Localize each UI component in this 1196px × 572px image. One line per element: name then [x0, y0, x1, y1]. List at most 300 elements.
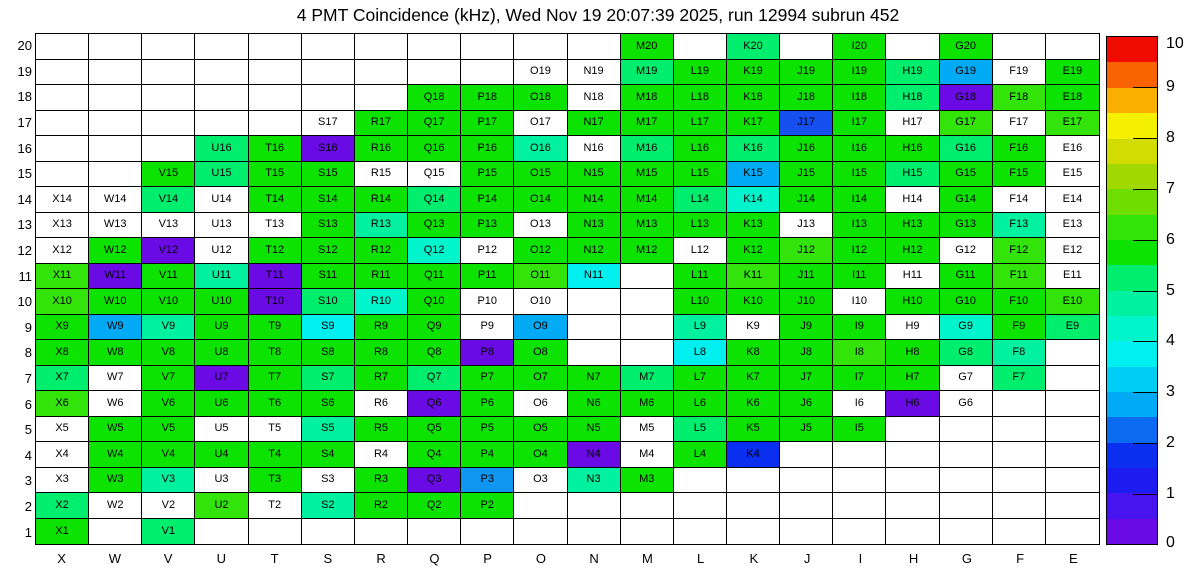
- heatmap-cell: F15: [993, 162, 1046, 188]
- heatmap-cell: S14: [302, 187, 355, 213]
- heatmap-grid: [35, 33, 1100, 545]
- heatmap-cell: W8: [89, 340, 142, 366]
- heatmap-cell: G16: [940, 136, 993, 162]
- heatmap-cell: V8: [142, 340, 195, 366]
- heatmap-cell: S5: [302, 417, 355, 443]
- heatmap-cell: W5: [89, 417, 142, 443]
- heatmap-cell: [993, 417, 1046, 443]
- y-axis-tick-label: 13: [17, 217, 32, 233]
- heatmap-cell: S4: [302, 442, 355, 468]
- heatmap-cell: I7: [833, 366, 886, 392]
- heatmap-cell: [195, 60, 248, 86]
- heatmap-cell: [886, 442, 939, 468]
- heatmap-cell: X12: [36, 238, 89, 264]
- x-axis-tick-label: K: [749, 550, 759, 566]
- heatmap-cell: [780, 468, 833, 494]
- heatmap-cell: [780, 34, 833, 60]
- heatmap-cell: K17: [727, 111, 780, 137]
- heatmap-cell: G20: [940, 34, 993, 60]
- heatmap-cell: M17: [621, 111, 674, 137]
- heatmap-cell: [514, 493, 567, 519]
- colorbar-band: [1107, 493, 1157, 518]
- heatmap-cell: X1: [36, 519, 89, 545]
- heatmap-cell: S17: [302, 111, 355, 137]
- heatmap-cell: G11: [940, 264, 993, 290]
- heatmap-cell: T12: [249, 238, 302, 264]
- heatmap-cell: R11: [355, 264, 408, 290]
- heatmap-cell: O8: [514, 340, 567, 366]
- heatmap-cell: V5: [142, 417, 195, 443]
- heatmap-cell: [461, 60, 514, 86]
- heatmap-cell: [1046, 493, 1099, 519]
- colorbar-tick-label: 0: [1166, 534, 1175, 551]
- heatmap-cell: [621, 493, 674, 519]
- heatmap-cell: W14: [89, 187, 142, 213]
- heatmap-cell: [249, 85, 302, 111]
- colorbar-tick-label: 8: [1166, 128, 1175, 146]
- heatmap-cell: L19: [674, 60, 727, 86]
- colorbar-tick-label: 4: [1166, 332, 1175, 350]
- heatmap-cell: P6: [461, 391, 514, 417]
- heatmap-cell: I6: [833, 391, 886, 417]
- heatmap-cell: E17: [1046, 111, 1099, 137]
- heatmap-cell: L10: [674, 289, 727, 315]
- heatmap-cell: [993, 468, 1046, 494]
- heatmap-cell: V10: [142, 289, 195, 315]
- heatmap-cell: I16: [833, 136, 886, 162]
- heatmap-cell: Q6: [408, 391, 461, 417]
- x-axis-tick-label: P: [483, 550, 492, 566]
- y-axis-tick-label: 12: [17, 243, 32, 259]
- colorbar-band: [1107, 240, 1157, 265]
- heatmap-cell: X13: [36, 213, 89, 239]
- heatmap-cell: J16: [780, 136, 833, 162]
- heatmap-cell: N3: [568, 468, 621, 494]
- heatmap-cell: V2: [142, 493, 195, 519]
- heatmap-cell: H19: [886, 60, 939, 86]
- colorbar-band: [1107, 164, 1157, 189]
- x-axis-tick-label: I: [858, 550, 863, 566]
- heatmap-cell: R6: [355, 391, 408, 417]
- heatmap-cell: V14: [142, 187, 195, 213]
- colorbar-band: [1107, 367, 1157, 392]
- heatmap-cell: R13: [355, 213, 408, 239]
- heatmap-cell: [36, 162, 89, 188]
- colorbar-tick-label: 7: [1166, 179, 1175, 197]
- heatmap-cell: V6: [142, 391, 195, 417]
- heatmap-cell: V1: [142, 519, 195, 545]
- heatmap-cell: I5: [833, 417, 886, 443]
- colorbar-tick-label: 5: [1166, 281, 1175, 299]
- heatmap-cell: L14: [674, 187, 727, 213]
- heatmap-cell: R10: [355, 289, 408, 315]
- heatmap-cell: S6: [302, 391, 355, 417]
- heatmap-cell: O14: [514, 187, 567, 213]
- heatmap-cell: Q18: [408, 85, 461, 111]
- heatmap-cell: [355, 519, 408, 545]
- heatmap-cell: [621, 340, 674, 366]
- heatmap-cell: W3: [89, 468, 142, 494]
- heatmap-cell: I11: [833, 264, 886, 290]
- heatmap-cell: L4: [674, 442, 727, 468]
- heatmap-cell: K18: [727, 85, 780, 111]
- colorbar-band: [1107, 417, 1157, 442]
- heatmap-cell: N7: [568, 366, 621, 392]
- heatmap-cell: H13: [886, 213, 939, 239]
- heatmap-cell: P11: [461, 264, 514, 290]
- heatmap-cell: X3: [36, 468, 89, 494]
- heatmap-cell: O6: [514, 391, 567, 417]
- colorbar-tick-label: 10: [1166, 35, 1184, 52]
- heatmap-cell: J10: [780, 289, 833, 315]
- heatmap-cell: F14: [993, 187, 1046, 213]
- colorbar-tick-label: 3: [1166, 383, 1175, 401]
- heatmap-cell: [514, 519, 567, 545]
- y-axis-tick-label: 14: [17, 191, 32, 207]
- heatmap-cell: N4: [568, 442, 621, 468]
- y-axis-tick-label: 3: [24, 473, 32, 489]
- heatmap-cell: X6: [36, 391, 89, 417]
- heatmap-cell: [89, 136, 142, 162]
- heatmap-cell: [408, 519, 461, 545]
- heatmap-cell: O15: [514, 162, 567, 188]
- heatmap-cell: [568, 34, 621, 60]
- heatmap-cell: [568, 519, 621, 545]
- heatmap-cell: J14: [780, 187, 833, 213]
- heatmap-cell: O9: [514, 315, 567, 341]
- heatmap-cell: X5: [36, 417, 89, 443]
- heatmap-cell: T5: [249, 417, 302, 443]
- heatmap-cell: [568, 315, 621, 341]
- heatmap-cell: [195, 111, 248, 137]
- x-axis-tick-label: V: [163, 550, 173, 566]
- heatmap-cell: P3: [461, 468, 514, 494]
- x-axis-tick-label: W: [108, 550, 122, 566]
- heatmap-cell: W12: [89, 238, 142, 264]
- heatmap-cell: W4: [89, 442, 142, 468]
- y-axis-tick-label: 5: [24, 422, 32, 438]
- x-axis-tick-label: F: [1016, 550, 1025, 566]
- colorbar-band: [1107, 291, 1157, 316]
- heatmap-cell: T10: [249, 289, 302, 315]
- y-axis-tick-label: 2: [24, 499, 32, 515]
- heatmap-cell: [886, 417, 939, 443]
- heatmap-cell: [89, 85, 142, 111]
- heatmap-cell: R5: [355, 417, 408, 443]
- heatmap-cell: G9: [940, 315, 993, 341]
- heatmap-cell: O10: [514, 289, 567, 315]
- colorbar-band: [1107, 37, 1157, 62]
- heatmap-cell: [302, 519, 355, 545]
- heatmap-cell: [36, 34, 89, 60]
- y-axis-labels: [6, 33, 32, 545]
- heatmap-cell: U7: [195, 366, 248, 392]
- colorbar-tick-label: 1: [1166, 485, 1175, 503]
- heatmap-cell: [568, 493, 621, 519]
- heatmap-cell: E11: [1046, 264, 1099, 290]
- heatmap-cell: S12: [302, 238, 355, 264]
- heatmap-cell: K12: [727, 238, 780, 264]
- y-axis-tick-label: 11: [18, 268, 32, 284]
- heatmap-cell: [568, 340, 621, 366]
- heatmap-cell: L15: [674, 162, 727, 188]
- colorbar-band: [1107, 468, 1157, 493]
- heatmap-cell: L16: [674, 136, 727, 162]
- heatmap-cell: S7: [302, 366, 355, 392]
- y-axis-tick-label: 17: [17, 115, 32, 131]
- heatmap-cell: K4: [727, 442, 780, 468]
- heatmap-cell: T16: [249, 136, 302, 162]
- colorbar-tick-label: 2: [1166, 434, 1175, 452]
- heatmap-cell: [727, 468, 780, 494]
- heatmap-cell: X10: [36, 289, 89, 315]
- heatmap-cell: E15: [1046, 162, 1099, 188]
- heatmap-cell: R15: [355, 162, 408, 188]
- heatmap-cell: G17: [940, 111, 993, 137]
- heatmap-cell: G7: [940, 366, 993, 392]
- heatmap-cell: N14: [568, 187, 621, 213]
- heatmap-cell: E16: [1046, 136, 1099, 162]
- heatmap-cell: L12: [674, 238, 727, 264]
- heatmap-cell: [833, 493, 886, 519]
- heatmap-cell: I17: [833, 111, 886, 137]
- heatmap-cell: W6: [89, 391, 142, 417]
- heatmap-cell: I19: [833, 60, 886, 86]
- heatmap-cell: K14: [727, 187, 780, 213]
- heatmap-cell: S11: [302, 264, 355, 290]
- heatmap-cell: [940, 493, 993, 519]
- heatmap-cell: [780, 493, 833, 519]
- heatmap-cell: M6: [621, 391, 674, 417]
- heatmap-cell: U12: [195, 238, 248, 264]
- colorbar-band: [1107, 392, 1157, 417]
- y-axis-tick-label: 20: [17, 38, 32, 54]
- heatmap-cell: E14: [1046, 187, 1099, 213]
- heatmap-cell: E12: [1046, 238, 1099, 264]
- heatmap-cell: [621, 315, 674, 341]
- heatmap-cell: J19: [780, 60, 833, 86]
- heatmap-cell: U3: [195, 468, 248, 494]
- heatmap-cell: [36, 136, 89, 162]
- heatmap-cell: [1046, 442, 1099, 468]
- heatmap-cell: I9: [833, 315, 886, 341]
- heatmap-cell: G10: [940, 289, 993, 315]
- heatmap-cell: [1046, 340, 1099, 366]
- heatmap-cell: K15: [727, 162, 780, 188]
- heatmap-cell: P5: [461, 417, 514, 443]
- heatmap-cell: T4: [249, 442, 302, 468]
- heatmap-cell: N19: [568, 60, 621, 86]
- heatmap-cell: U15: [195, 162, 248, 188]
- heatmap-cell: X7: [36, 366, 89, 392]
- heatmap-cell: M18: [621, 85, 674, 111]
- heatmap-cell: F19: [993, 60, 1046, 86]
- heatmap-cell: [195, 34, 248, 60]
- heatmap-cell: U16: [195, 136, 248, 162]
- heatmap-cell: U11: [195, 264, 248, 290]
- heatmap-cell: [993, 442, 1046, 468]
- heatmap-cell: I14: [833, 187, 886, 213]
- heatmap-cell: [568, 289, 621, 315]
- heatmap-cell: [674, 468, 727, 494]
- heatmap-cell: P4: [461, 442, 514, 468]
- heatmap-cell: S16: [302, 136, 355, 162]
- heatmap-cell: [940, 417, 993, 443]
- y-axis-tick-label: 4: [24, 447, 32, 463]
- heatmap-cell: [993, 34, 1046, 60]
- heatmap-cell: [355, 85, 408, 111]
- heatmap-cell: H17: [886, 111, 939, 137]
- heatmap-cell: N6: [568, 391, 621, 417]
- heatmap-cell: [249, 60, 302, 86]
- heatmap-cell: U14: [195, 187, 248, 213]
- heatmap-cell: O11: [514, 264, 567, 290]
- heatmap-cell: M20: [621, 34, 674, 60]
- heatmap-cell: K13: [727, 213, 780, 239]
- heatmap-cell: N15: [568, 162, 621, 188]
- heatmap-cell: Q3: [408, 468, 461, 494]
- heatmap-cell: I18: [833, 85, 886, 111]
- heatmap-cell: U13: [195, 213, 248, 239]
- heatmap-cell: S8: [302, 340, 355, 366]
- heatmap-cell: [621, 519, 674, 545]
- heatmap-cell: [89, 34, 142, 60]
- heatmap-cell: Q7: [408, 366, 461, 392]
- heatmap-cell: [886, 468, 939, 494]
- heatmap-cell: Q15: [408, 162, 461, 188]
- heatmap-cell: [142, 136, 195, 162]
- heatmap-cell: [195, 519, 248, 545]
- heatmap-cell: G14: [940, 187, 993, 213]
- heatmap-cell: M15: [621, 162, 674, 188]
- heatmap-cell: W2: [89, 493, 142, 519]
- heatmap-cell: Q9: [408, 315, 461, 341]
- heatmap-cell: S10: [302, 289, 355, 315]
- heatmap-cell: X8: [36, 340, 89, 366]
- heatmap-cell: W9: [89, 315, 142, 341]
- heatmap-cell: N5: [568, 417, 621, 443]
- y-axis-tick-label: 18: [17, 89, 32, 105]
- heatmap-cell: F7: [993, 366, 1046, 392]
- heatmap-cell: F18: [993, 85, 1046, 111]
- heatmap-cell: L8: [674, 340, 727, 366]
- heatmap-cell: L17: [674, 111, 727, 137]
- heatmap-cell: M5: [621, 417, 674, 443]
- heatmap-cell: G18: [940, 85, 993, 111]
- x-axis-tick-label: Q: [429, 550, 440, 566]
- heatmap-cell: J9: [780, 315, 833, 341]
- heatmap-cell: X9: [36, 315, 89, 341]
- heatmap-cell: [940, 519, 993, 545]
- heatmap-cell: O4: [514, 442, 567, 468]
- heatmap-cell: G19: [940, 60, 993, 86]
- heatmap-cell: [674, 519, 727, 545]
- heatmap-cell: Q14: [408, 187, 461, 213]
- heatmap-cell: R16: [355, 136, 408, 162]
- heatmap-cell: J17: [780, 111, 833, 137]
- heatmap-cell: U8: [195, 340, 248, 366]
- heatmap-cell: [36, 85, 89, 111]
- colorbar-tick-label: 6: [1166, 230, 1175, 248]
- heatmap-cell: S9: [302, 315, 355, 341]
- heatmap-cell: F12: [993, 238, 1046, 264]
- heatmap-cell: U9: [195, 315, 248, 341]
- heatmap-cell: Q8: [408, 340, 461, 366]
- heatmap-cell: M16: [621, 136, 674, 162]
- heatmap-cell: [142, 111, 195, 137]
- x-axis-tick-label: R: [376, 550, 386, 566]
- heatmap-cell: L18: [674, 85, 727, 111]
- heatmap-cell: N18: [568, 85, 621, 111]
- heatmap-cell: F9: [993, 315, 1046, 341]
- heatmap-cell: [780, 442, 833, 468]
- heatmap-cell: F11: [993, 264, 1046, 290]
- colorbar-band: [1107, 113, 1157, 138]
- heatmap-cell: M13: [621, 213, 674, 239]
- heatmap-cell: [1046, 391, 1099, 417]
- heatmap-cell: [302, 85, 355, 111]
- heatmap-cell: T6: [249, 391, 302, 417]
- heatmap-cell: R9: [355, 315, 408, 341]
- heatmap-cell: H8: [886, 340, 939, 366]
- heatmap-cell: H9: [886, 315, 939, 341]
- heatmap-cell: [89, 60, 142, 86]
- heatmap-cell: I8: [833, 340, 886, 366]
- heatmap-cell: L7: [674, 366, 727, 392]
- heatmap-cell: T13: [249, 213, 302, 239]
- heatmap-cell: M12: [621, 238, 674, 264]
- x-axis-tick-label: X: [57, 550, 66, 566]
- heatmap-cell: [195, 85, 248, 111]
- heatmap-cell: V13: [142, 213, 195, 239]
- heatmap-cell: T2: [249, 493, 302, 519]
- heatmap-cell: Q16: [408, 136, 461, 162]
- colorbar-band: [1107, 443, 1157, 468]
- colorbar-band: [1107, 139, 1157, 164]
- heatmap-cell: H7: [886, 366, 939, 392]
- heatmap-cell: [514, 34, 567, 60]
- y-axis-tick-label: 19: [17, 63, 32, 79]
- heatmap-cell: O5: [514, 417, 567, 443]
- heatmap-cell: T15: [249, 162, 302, 188]
- heatmap-cell: R14: [355, 187, 408, 213]
- heatmap-cell: X11: [36, 264, 89, 290]
- heatmap-cell: W7: [89, 366, 142, 392]
- heatmap-cell: Q10: [408, 289, 461, 315]
- heatmap-cell: O13: [514, 213, 567, 239]
- heatmap-cell: J7: [780, 366, 833, 392]
- heatmap-cell: [408, 34, 461, 60]
- heatmap-cell: S2: [302, 493, 355, 519]
- heatmap-cell: [249, 519, 302, 545]
- heatmap-cell: K5: [727, 417, 780, 443]
- heatmap-cell: [780, 519, 833, 545]
- heatmap-cell: Q4: [408, 442, 461, 468]
- heatmap-cell: I13: [833, 213, 886, 239]
- heatmap-cell: [886, 34, 939, 60]
- heatmap-cell: I15: [833, 162, 886, 188]
- colorbar-band: [1107, 519, 1157, 544]
- heatmap-cell: [89, 111, 142, 137]
- y-axis-tick-label: 16: [17, 140, 32, 156]
- heatmap-cell: G15: [940, 162, 993, 188]
- heatmap-cell: P2: [461, 493, 514, 519]
- heatmap-cell: O16: [514, 136, 567, 162]
- heatmap-cell: E13: [1046, 213, 1099, 239]
- heatmap-cell: U2: [195, 493, 248, 519]
- heatmap-cell: [249, 34, 302, 60]
- heatmap-cell: T7: [249, 366, 302, 392]
